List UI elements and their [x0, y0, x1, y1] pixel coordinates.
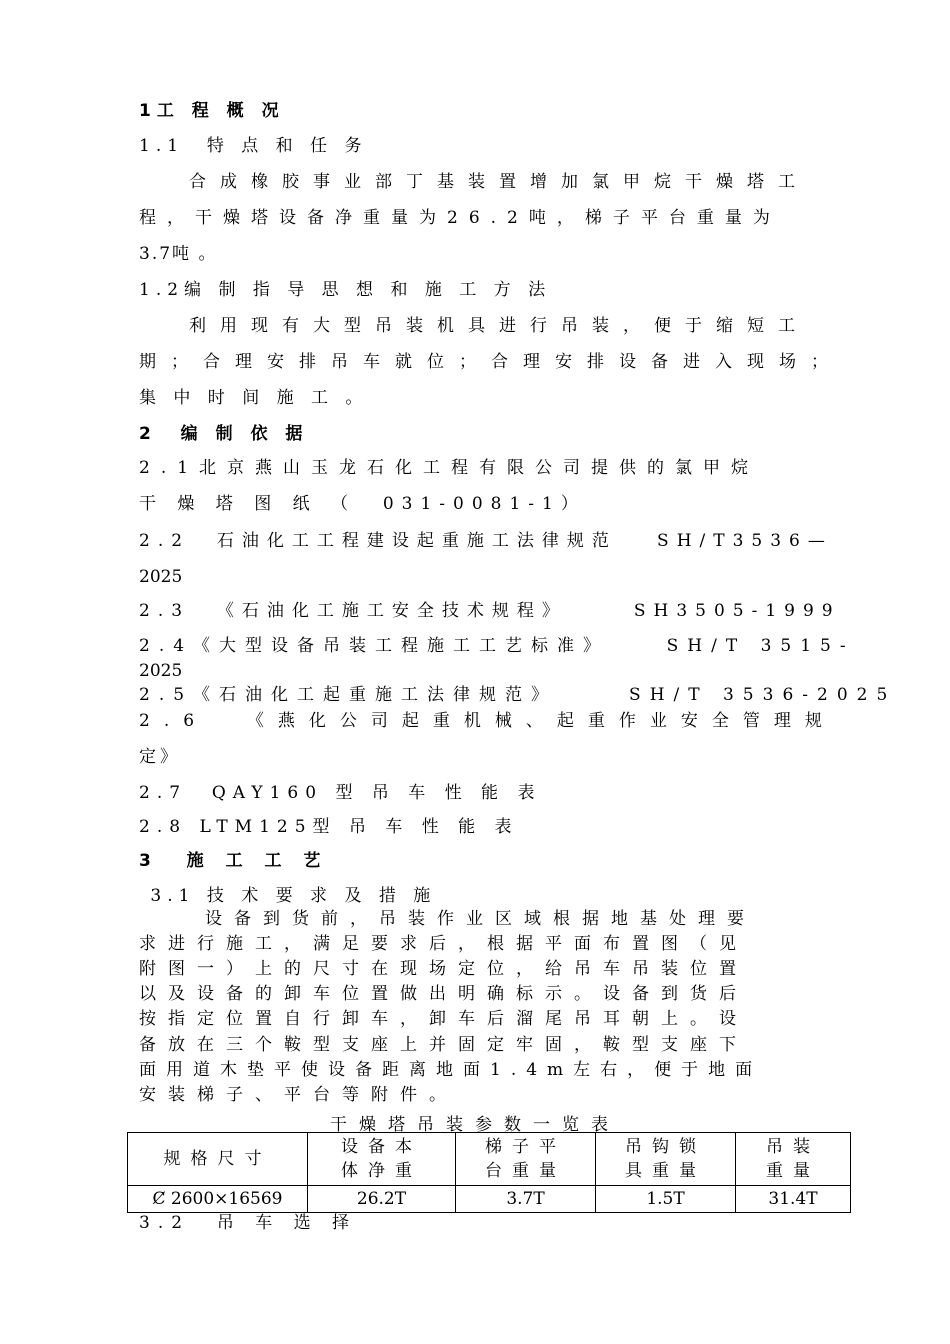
paragraph-line: 安装梯子、平台等附件。 — [139, 1085, 458, 1105]
paragraph-line: 备放在三个鞍型支座上并固定牢固，鞍型支座下 — [139, 1035, 748, 1055]
reference-item: 2.7 QAY160 型 吊 车 性 能 表 — [139, 783, 542, 803]
table-header-row — [128, 1133, 851, 1186]
section-3-heading: 3 施 工 工 艺 — [139, 851, 329, 871]
paragraph-line: 按指定位置自行卸车，卸车后溜尾吊耳朝上。设 — [139, 1009, 748, 1029]
reference-item: 2025 — [139, 661, 183, 681]
table-cell: 31.4T — [736, 1186, 851, 1213]
paragraph-line: 3.7吨 。 — [139, 244, 218, 264]
section-3-1-heading: 3.1 技 术 要 求 及 措 施 — [139, 886, 437, 906]
section-1-heading: 1工 程 概 况 — [139, 101, 285, 121]
paragraph-line: 以及设备的卸车位置做出明确标示。设备到货后 — [139, 984, 748, 1004]
table-header-cell: 吊钩锁 具重量 — [596, 1133, 736, 1186]
reference-item: 2025 — [139, 567, 183, 587]
reference-item: 2.6 《燕化公司起重机械、起重作业安全管理规 — [139, 711, 836, 731]
table-header-cell: 设备本 体净重 — [308, 1133, 456, 1186]
table-cell: 26.2T — [308, 1186, 456, 1213]
section-3-2-heading: 3.2 吊 车 选 择 — [139, 1213, 358, 1233]
reference-item: 2.3 《石油化工施工安全技术规程》 SH3505-1999 — [139, 601, 841, 621]
table-header-cell: 规格尺寸 — [128, 1133, 308, 1186]
reference-item: 2.5《石油化工起重施工法律规范》 SH/T 3536-2025 — [139, 685, 897, 705]
table-cell: 3.7T — [456, 1186, 596, 1213]
table-header-cell: 吊装 重量 — [736, 1133, 851, 1186]
reference-item: 2.2 石油化工工程建设起重施工法律规范 SH/T3536— — [139, 531, 833, 551]
table-cell: 1.5T — [596, 1186, 736, 1213]
paragraph-line: 求进行施工，满足要求后，根据平面布置图（见 — [139, 934, 748, 954]
reference-item: 干 燥 塔 图 纸 （ 031-0081-1） — [139, 494, 586, 514]
table-row — [128, 1186, 851, 1213]
parameter-table — [127, 1132, 851, 1213]
section-2-heading: 2 编 制 依 据 — [139, 424, 309, 444]
reference-item: 2.4《大型设备吊装工程施工工艺标准》 SH/T 3515- — [139, 636, 855, 656]
table-header-cell: 梯子平 台重量 — [456, 1133, 596, 1186]
reference-item: 定》 — [139, 747, 181, 767]
section-1-1-heading: 1.1 特 点 和 任 务 — [139, 136, 368, 156]
section-1-2-heading: 1.2编 制 指 导 思 想 和 施 工 方 法 — [139, 280, 552, 300]
paragraph-line: 程，干燥塔设备净重量为26.2吨，梯子平台重量为 — [139, 208, 781, 228]
paragraph-line: 面用道木垫平使设备距离地面1.4m左右，便于地面 — [139, 1060, 763, 1080]
table-caption: 干燥塔吊装参数一览表 — [330, 1115, 620, 1135]
paragraph-line: 集 中 时 间 施 工 。 — [139, 388, 369, 408]
paragraph-line: 利用现有大型吊装机具进行吊装，便于缩短工 — [189, 316, 809, 336]
paragraph-line: 附图一）上的尺寸在现场定位，给吊车吊装位置 — [139, 959, 748, 979]
reference-item: 2.8 LTM125型 吊 车 性 能 表 — [139, 817, 519, 837]
paragraph-line: 合成橡胶事业部丁基装置增加氯甲烷干燥塔工 — [189, 172, 809, 192]
paragraph-line: 期；合理安排吊车就位；合理安排设备进入现场； — [139, 352, 843, 372]
reference-item: 2.1北京燕山玉龙石化工程有限公司提供的氯甲烷 — [139, 458, 760, 478]
paragraph-line: 设备到货前，吊装作业区域根据地基处理要 — [205, 909, 756, 929]
table-cell: Ȼ 2600×16569 — [128, 1186, 308, 1213]
